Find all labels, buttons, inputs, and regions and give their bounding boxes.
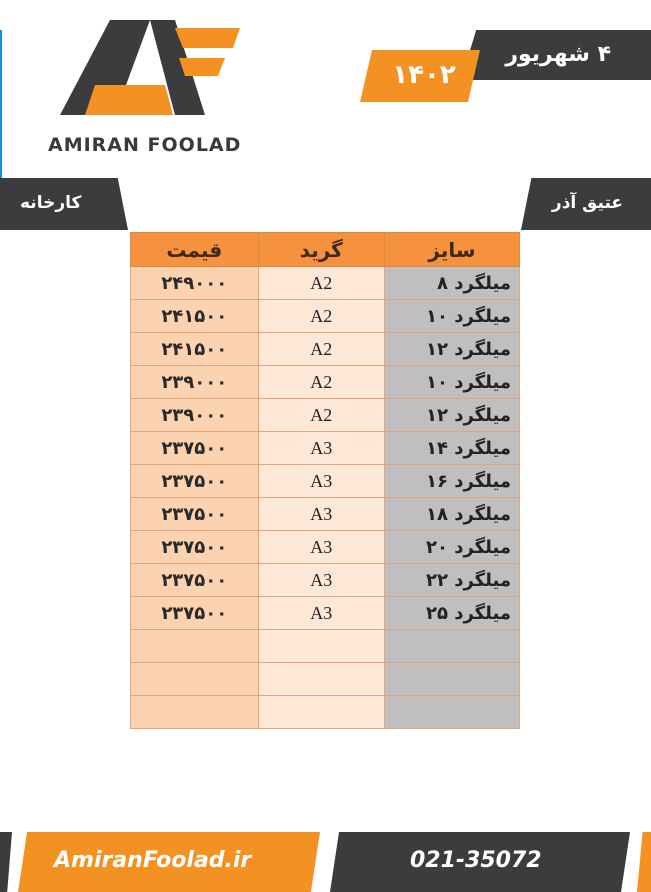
table-row [131,531,520,564]
table-row [131,597,520,630]
website-link[interactable]: AmiranFoolad.ir [54,848,252,873]
price-cell: ۲۳۹۰۰۰ [131,399,259,432]
size-cell: میلگرد ۱۲ [384,333,519,366]
brand-name: AMIRAN FOOLAD [48,134,242,156]
price-cell: ۲۴۹۰۰۰ [131,267,259,300]
grade-cell [258,696,384,729]
size-cell [384,663,519,696]
atiq-label: عتیق آذر [551,193,623,213]
date-text: ۴ شهریور [505,42,611,67]
table-row [131,663,520,696]
price-table [130,232,520,729]
table-row [131,564,520,597]
size-cell: میلگرد ۸ [384,267,519,300]
grade-cell: A3 [258,465,384,498]
table-row [131,498,520,531]
grade-cell: A3 [258,531,384,564]
grade-cell: A3 [258,498,384,531]
table-row [131,366,520,399]
size-cell [384,696,519,729]
price-cell: ۲۳۷۵۰۰ [131,498,259,531]
price-header: قیمت [131,233,259,267]
year-text: ۱۴۰۲ [392,60,456,90]
table-row [131,300,520,333]
size-cell: میلگرد ۲۰ [384,531,519,564]
table-row [131,399,520,432]
price-cell: ۲۳۷۵۰۰ [131,432,259,465]
brand-logo [55,20,245,130]
grade-cell: A2 [258,399,384,432]
price-cell: ۲۴۱۵۰۰ [131,333,259,366]
size-cell: میلگرد ۲۲ [384,564,519,597]
size-header: سایز [384,233,519,267]
footer-edge-left [0,832,12,892]
size-cell [384,630,519,663]
phone-number[interactable]: 021-35072 [410,848,542,873]
grade-cell: A2 [258,366,384,399]
grade-cell [258,663,384,696]
price-cell: ۲۳۹۰۰۰ [131,366,259,399]
table-row [131,333,520,366]
left-accent-line [0,30,2,200]
size-cell: میلگرد ۲۵ [384,597,519,630]
table-row [131,630,520,663]
size-cell: میلگرد ۱۰ [384,366,519,399]
price-cell: ۲۳۷۵۰۰ [131,531,259,564]
table-row [131,465,520,498]
grade-cell: A2 [258,300,384,333]
price-cell: ۲۴۱۵۰۰ [131,300,259,333]
grade-cell: A3 [258,597,384,630]
price-cell [131,630,259,663]
grade-cell: A3 [258,432,384,465]
price-cell: ۲۳۷۵۰۰ [131,465,259,498]
grade-cell: A2 [258,333,384,366]
table-row [131,432,520,465]
footer-edge-right [637,832,651,892]
price-cell: ۲۳۷۵۰۰ [131,564,259,597]
factory-label: کارخانه [20,193,82,213]
grade-cell [258,630,384,663]
table-header-row [131,233,520,267]
grade-cell: A2 [258,267,384,300]
size-cell: میلگرد ۱۸ [384,498,519,531]
size-cell: میلگرد ۱۰ [384,300,519,333]
size-cell: میلگرد ۱۲ [384,399,519,432]
grade-cell: A3 [258,564,384,597]
price-cell [131,696,259,729]
table-row [131,696,520,729]
size-cell: میلگرد ۱۶ [384,465,519,498]
price-cell [131,663,259,696]
price-cell: ۲۳۷۵۰۰ [131,597,259,630]
size-cell: میلگرد ۱۴ [384,432,519,465]
grade-header: گرید [258,233,384,267]
table-row [131,267,520,300]
